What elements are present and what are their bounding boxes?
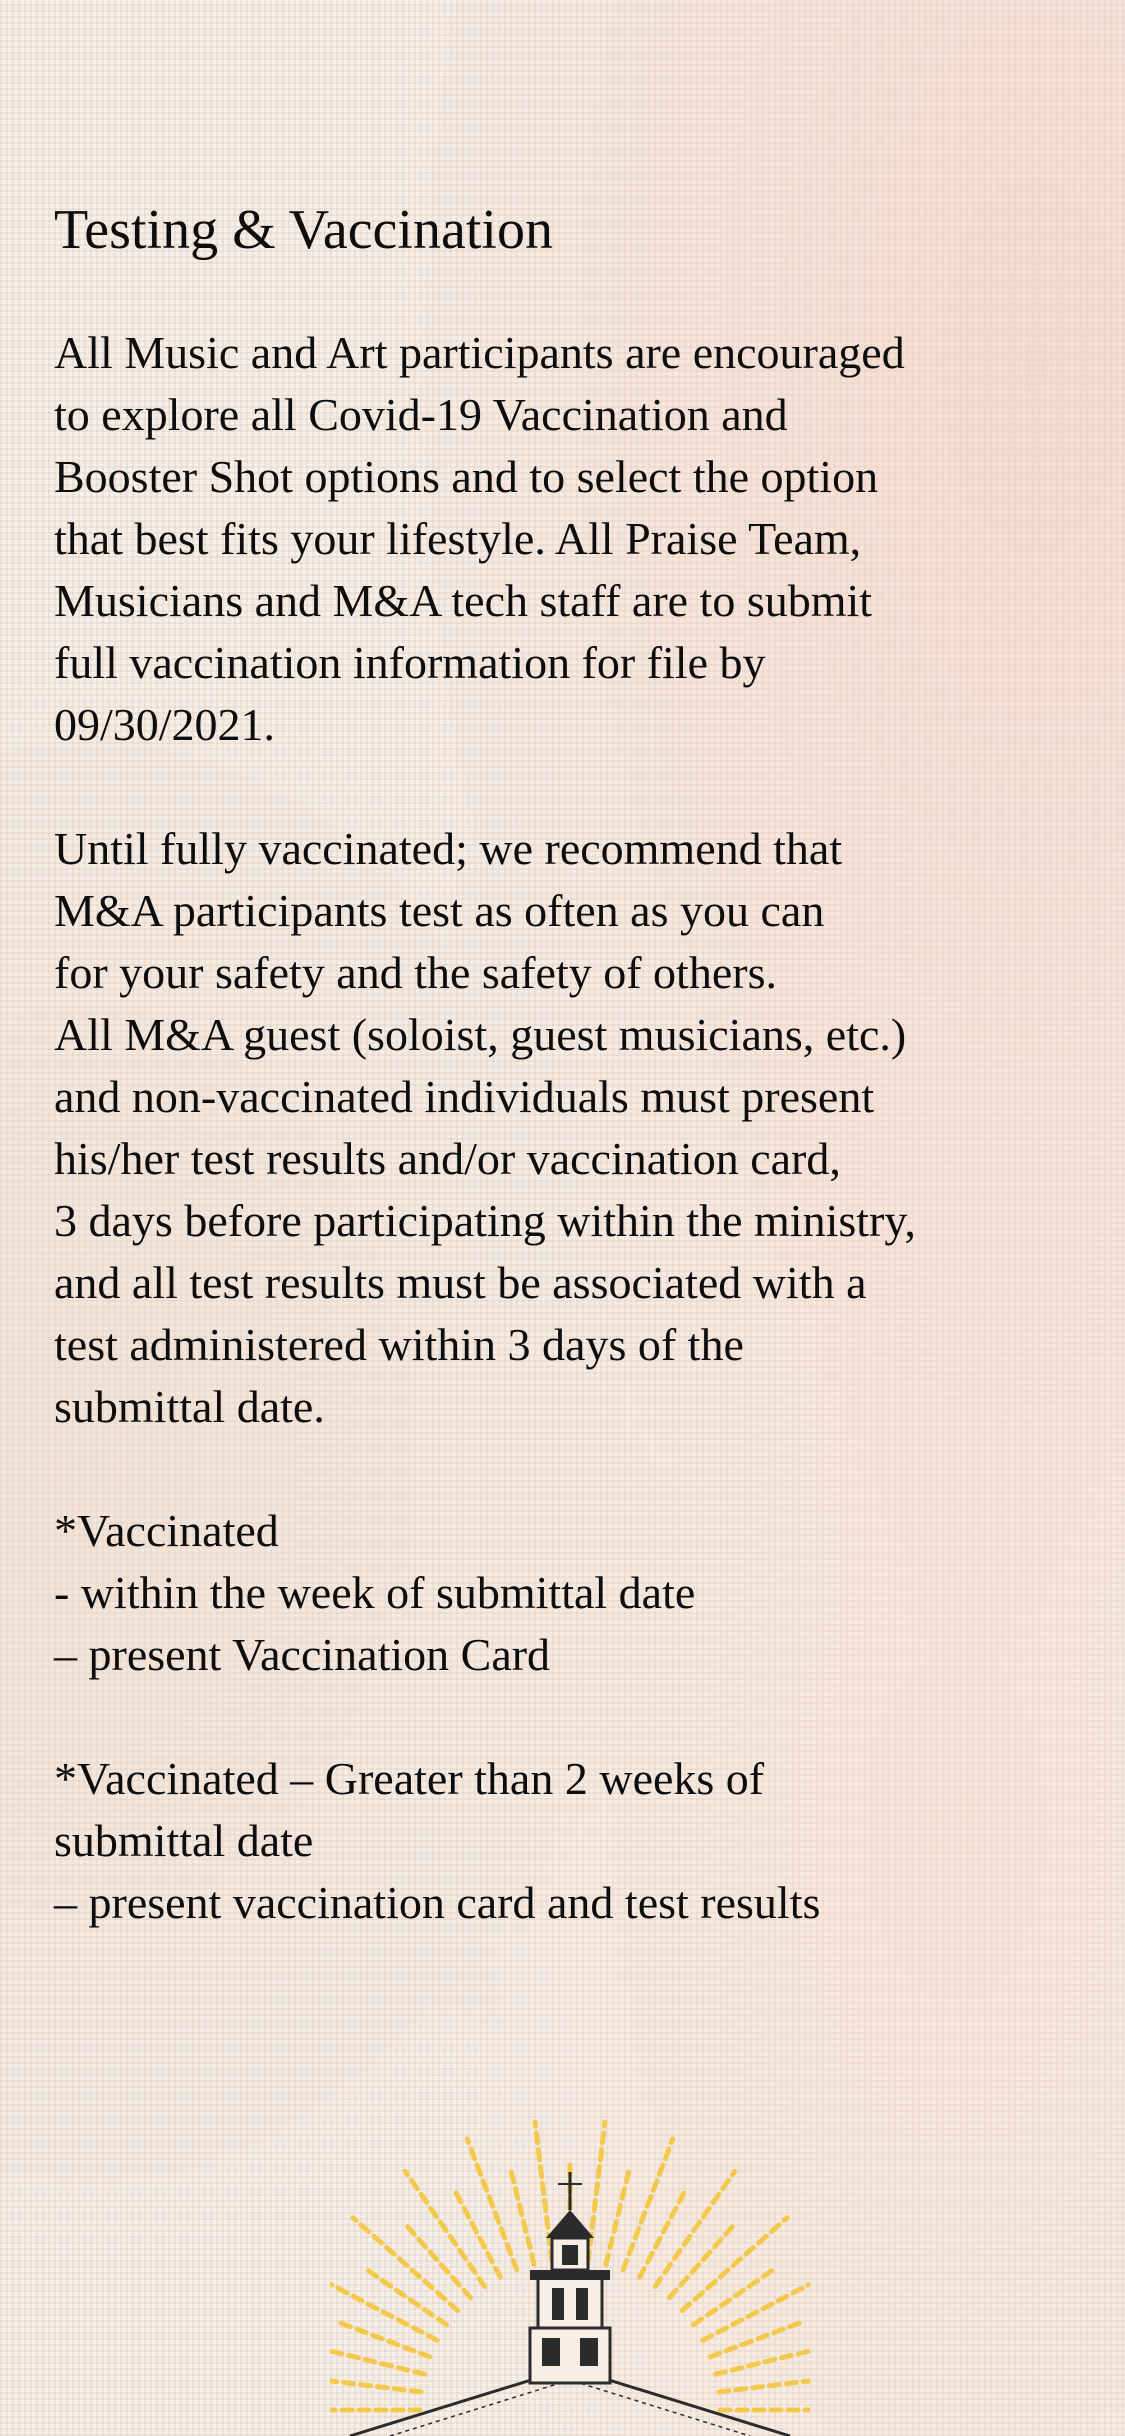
sunburst-ray	[588, 2122, 605, 2261]
sunburst-ray	[703, 2275, 810, 2340]
sunburst-ray	[716, 2341, 810, 2375]
sunburst-ray	[719, 2380, 810, 2391]
sunburst-ray	[330, 2341, 424, 2375]
sunburst-ray	[330, 2380, 421, 2391]
sunburst-ray	[535, 2122, 552, 2261]
sunburst-ray	[408, 2227, 471, 2298]
sunburst-ray	[669, 2227, 732, 2298]
sunburst-ray	[368, 2271, 446, 2325]
vaccinated-older-requirements: *Vaccinated – Greater than 2 weeks of submittal date – present vaccination card and test results	[54, 1753, 821, 1928]
vaccination-policy-paragraph: All Music and Art participants are encouraged to explore all Covid-19 Vaccination and Booster Shot options and to select the option that best fits your lifestyle. All Praise Team, Musicians and M&A tech staff are to submit full vaccination information for file by 09/30/2021.	[54, 327, 905, 750]
church-steeple-sunburst-icon	[330, 2110, 810, 2436]
sunburst-ray	[467, 2139, 517, 2270]
testing-requirements-paragraph: Until fully vaccinated; we recommend that M&A participants test as often as you can for your safety and the safety of others. All M&A guest (soloist, guest musicians, etc.) and non-vaccinated individuals must present his/her test results and/or vaccination card, 3 days before participating within the ministry, and all test results must be associated with a test administered within 3 days of the submittal date.	[54, 823, 916, 1432]
vaccinated-recent-requirements: *Vaccinated - within the week of submittal date – present Vaccination Card	[54, 1505, 696, 1680]
sunburst-ray	[330, 2275, 437, 2340]
sunburst-ray	[623, 2139, 673, 2270]
sunburst-ray	[693, 2271, 771, 2325]
page-title: Testing & Vaccination	[54, 199, 553, 261]
sunburst-ray	[511, 2172, 534, 2264]
document-body	[54, 196, 1084, 1996]
sunburst-ray	[606, 2172, 629, 2264]
